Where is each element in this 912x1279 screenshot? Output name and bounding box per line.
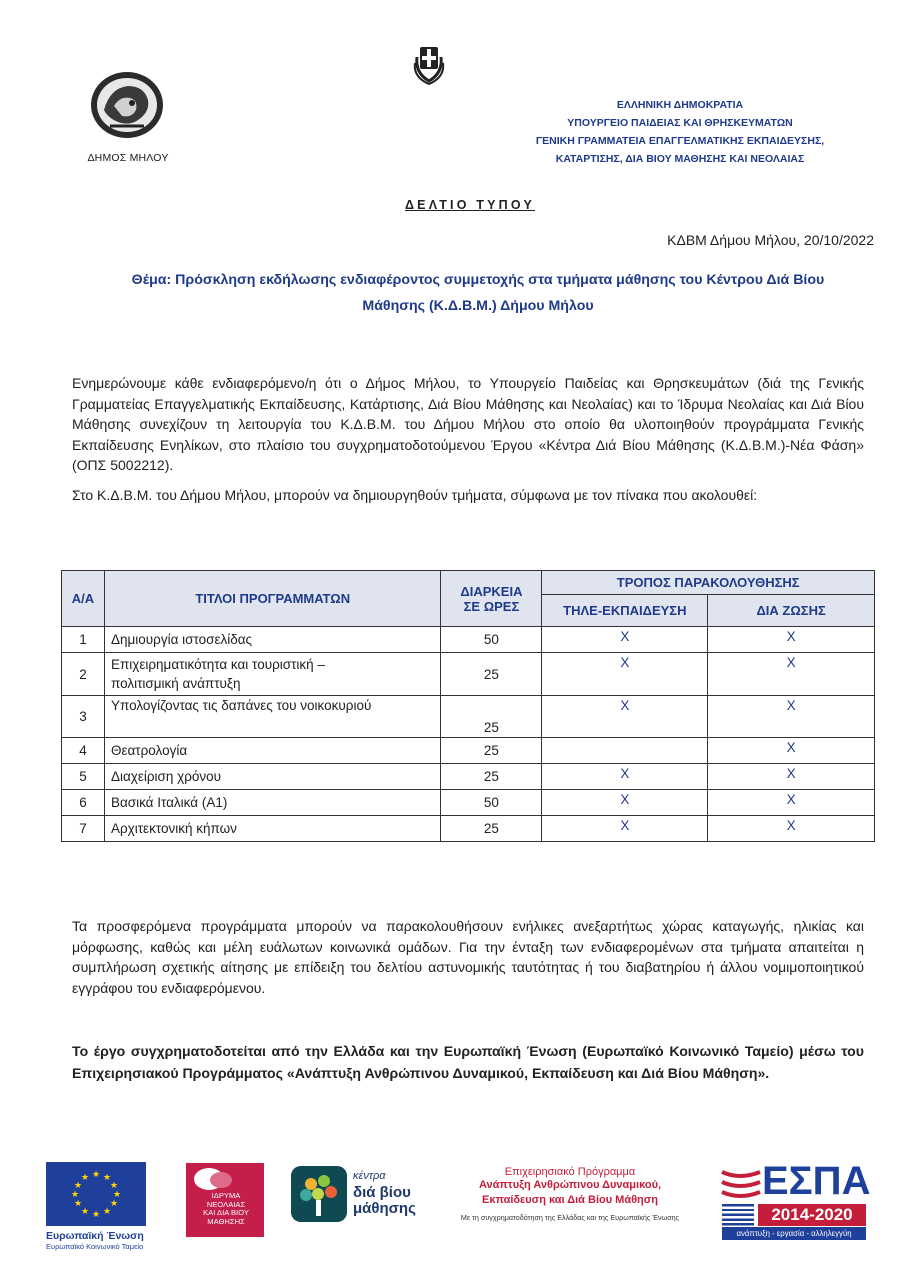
operational-programme-logo xyxy=(440,1166,700,1222)
row-hours: 50 xyxy=(441,790,542,816)
header-index: Α/Α xyxy=(62,571,105,627)
row-title xyxy=(104,653,441,696)
espa-stripes-icon xyxy=(720,1166,762,1206)
kdvm-line: κέντρα xyxy=(353,1170,386,1182)
speech-bubble-icon xyxy=(210,1172,232,1188)
row-hours: 25 xyxy=(441,696,542,738)
row-title-line: Διαχείριση χρόνου xyxy=(110,769,222,784)
inedivim-text xyxy=(190,1192,262,1226)
row-in-person-mark: X xyxy=(708,627,875,653)
document-title: ΔΕΛΤΙΟ ΤΥΠΟΥ xyxy=(404,198,536,212)
row-title xyxy=(104,790,441,816)
place-date: ΚΔΒΜ Δήμου Μήλου, 20/10/2022 xyxy=(667,232,874,248)
inedivim-line: ΜΑΘΗΣΗΣ xyxy=(207,1216,245,1226)
op-line: Εκπαίδευση και Διά Βίου Μάθηση xyxy=(481,1194,659,1206)
inedivim-logo xyxy=(186,1163,264,1237)
row-index: 4 xyxy=(62,738,105,764)
row-index: 6 xyxy=(62,790,105,816)
greek-state-emblem-icon xyxy=(409,43,449,85)
row-title-line: Βασικά Ιταλικά (Α1) xyxy=(110,795,228,810)
intro-paragraph: Ενημερώνουμε κάθε ενδιαφερόμενο/η ότι ο Δήμος Μήλου, το Υπουργείο Παιδείας και Θρησκευμάτων (διά της Γενικής Γραμματείας Επαγγελματικής Εκπαίδευσης, Κατάρτισης, Διά Βίου Μάθησης και Νεολαίας) και το Ίδρυμα Νεολαίας και Διά Βίου Μάθησης συνεχίζουν τη λειτουργία του Κ.Δ.Β.Μ. του Δήμου Μήλου στο οποίο θα υλοποιηθούν προγράμματα Γενικής Εκπαίδευσης Ενηλίκων, στο πλαίσιο του συγχρηματοδοτούμενου Έργου «Κέντρα Διά Βίου Μάθησης (Κ.Δ.Β.Μ.)-Νέα Φάση» (ΟΠΣ 5002212). xyxy=(72,375,864,473)
municipality-caption: ΔΗΜΟΣ ΜΗΛΟΥ xyxy=(87,152,169,164)
header-in-person: ΔΙΑ ΖΩΣΗΣ xyxy=(708,595,875,627)
row-in-person-mark: X xyxy=(708,696,875,738)
table-row xyxy=(62,738,875,764)
op-line: Επιχειρησιακό Πρόγραμμα xyxy=(504,1166,636,1178)
municipal-coin-seal-icon xyxy=(88,70,166,140)
op-line: Ανάπτυξη Ανθρώπινου Δυναμικού, xyxy=(478,1179,662,1191)
row-remote-mark: X xyxy=(542,696,708,738)
row-hours: 25 xyxy=(441,653,542,696)
ministry-line: ΕΛΛΗΝΙΚΗ ΔΗΜΟΚΡΑΤΙΑ xyxy=(616,99,744,111)
subject-heading xyxy=(66,267,890,319)
ministry-header xyxy=(470,96,890,168)
subject-line: Θέμα: Πρόσκληση εκδήλωσης ενδιαφέροντος συμμετοχής στα τμήματα μάθησης του Κέντρου Διά Βίου xyxy=(131,272,825,288)
row-title xyxy=(104,764,441,790)
programs-table xyxy=(61,570,875,842)
row-in-person-mark: X xyxy=(708,653,875,696)
row-index: 5 xyxy=(62,764,105,790)
row-remote-mark: X xyxy=(542,790,708,816)
header-mode-group: ΤΡΟΠΟΣ ΠΑΡΑΚΟΛΟΥΘΗΣΗΣ xyxy=(542,571,875,595)
eligibility-paragraph: Τα προσφερόμενα προγράμματα μπορούν να παρακολουθήσουν ενήλικες ανεξαρτήτως χώρας καταγωγής, ηλικίας και μόρφωσης, καθώς και μέλη ευάλωτων κοινωνικά ομάδων. Για την ένταξη των ενδιαφερομένων στα τμήματα απαιτείται η συμπλήρωση σχετικής αίτησης με επίδειξη του δελτίου αστυνομικής ταυτότητας ή του διαβατηρίου ή άλλου νομιμοποιητικού εγγράφου του ενδιαφερόμενου. xyxy=(72,918,864,996)
ministry-line: ΚΑΤΑΡΤΙΣΗΣ, ΔΙΑ ΒΙΟΥ ΜΑΘΗΣΗΣ ΚΑΙ ΝΕΟΛΑΙΑΣ xyxy=(555,153,805,165)
row-title xyxy=(104,627,441,653)
kdvm-line: διά βίου xyxy=(353,1184,411,1201)
table-row xyxy=(62,764,875,790)
table-row xyxy=(62,696,875,738)
header-duration xyxy=(441,571,542,627)
funding-paragraph: Το έργο συγχρηματοδοτείται από την Ελλάδα και την Ευρωπαϊκή Ένωση (Ευρωπαϊκό Κοινωνικό Ταμείο) μέσω του Επιχειρησιακού Προγράμματος «Ανάπτυξη Ανθρώπινου Δυναμικού, Εκπαίδευση και Διά Βίου Μάθηση». xyxy=(72,1043,864,1081)
row-title-line: Αρχιτεκτονική κήπων xyxy=(110,821,237,836)
row-index: 3 xyxy=(62,696,105,738)
table-row xyxy=(62,816,875,842)
row-title xyxy=(104,738,441,764)
inedivim-line: ΙΔΡΥΜΑ xyxy=(211,1191,241,1200)
kdvm-line: μάθησης xyxy=(353,1200,416,1217)
kdvm-logo xyxy=(291,1166,431,1226)
row-index: 7 xyxy=(62,816,105,842)
row-hours: 25 xyxy=(441,738,542,764)
row-index: 1 xyxy=(62,627,105,653)
esf-caption: Ευρωπαϊκό Κοινωνικό Ταμείο xyxy=(46,1242,144,1251)
espa-logo xyxy=(720,1159,871,1242)
espa-word: ΕΣΠΑ xyxy=(762,1159,871,1203)
row-title-line: πολιτισμική ανάπτυξη xyxy=(110,676,241,691)
row-remote-mark: X xyxy=(542,816,708,842)
row-index: 2 xyxy=(62,653,105,696)
espa-tagline: ανάπτυξη - εργασία - αλληλεγγύη xyxy=(722,1227,866,1240)
row-in-person-mark: X xyxy=(708,738,875,764)
row-hours: 25 xyxy=(441,816,542,842)
row-title-line: Υπολογίζοντας τις δαπάνες του νοικοκυριού xyxy=(110,698,372,713)
header-duration-line: ΔΙΑΡΚΕΙΑ xyxy=(460,583,523,599)
eu-logo xyxy=(46,1162,146,1251)
inedivim-line: ΚΑΙ ΔΙΑ ΒΙΟΥ xyxy=(203,1208,249,1218)
row-remote-mark: X xyxy=(542,627,708,653)
row-title-line: Θεατρολογία xyxy=(110,743,188,758)
row-hours: 50 xyxy=(441,627,542,653)
row-title xyxy=(104,816,441,842)
ministry-line: ΓΕΝΙΚΗ ΓΡΑΜΜΑΤΕΙΑ ΕΠΑΓΓΕΛΜΑΤΙΚΗΣ ΕΚΠΑΙΔΕΥΣΗΣ, xyxy=(535,135,825,147)
tree-icon xyxy=(291,1166,347,1222)
row-remote-mark xyxy=(542,738,708,764)
inedivim-line: ΝΕΟΛΑΙΑΣ xyxy=(206,1199,246,1209)
table-row xyxy=(62,627,875,653)
subject-line: Μάθησης (Κ.Δ.Β.Μ.) Δήμου Μήλου xyxy=(362,298,594,314)
greek-flag-icon xyxy=(722,1204,754,1226)
table-intro-paragraph: Στο Κ.Δ.Β.Μ. του Δήμου Μήλου, μπορούν να δημιουργηθούν τμήματα, σύμφωνα με τον πίνακα που ακολουθεί: xyxy=(72,487,758,503)
row-in-person-mark: X xyxy=(708,764,875,790)
row-hours: 25 xyxy=(441,764,542,790)
row-title xyxy=(104,696,441,738)
row-in-person-mark: X xyxy=(708,816,875,842)
header-remote: ΤΗΛΕ-ΕΚΠΑΙΔΕΥΣΗ xyxy=(542,595,708,627)
header-duration-line: ΣΕ ΩΡΕΣ xyxy=(463,598,520,614)
row-title-line: Δημιουργία ιστοσελίδας xyxy=(110,632,253,647)
table-row xyxy=(62,790,875,816)
row-in-person-mark: X xyxy=(708,790,875,816)
ministry-line: ΥΠΟΥΡΓΕΙΟ ΠΑΙΔΕΙΑΣ ΚΑΙ ΘΡΗΣΚΕΥΜΑΤΩΝ xyxy=(567,117,793,129)
row-remote-mark: X xyxy=(542,653,708,696)
espa-years: 2014-2020 xyxy=(758,1204,866,1226)
eu-caption: Ευρωπαϊκή Ένωση xyxy=(46,1230,144,1242)
eu-flag-icon: ★ ★ ★ ★ ★ ★ ★ ★ ★ ★ ★ ★ xyxy=(46,1162,146,1226)
op-cofunding-line: Με τη συγχρηματοδότηση της Ελλάδας και της Ευρωπαϊκής Ένωσης xyxy=(460,1213,680,1222)
row-remote-mark: X xyxy=(542,764,708,790)
header-title: ΤΙΤΛΟΙ ΠΡΟΓΡΑΜΜΑΤΩΝ xyxy=(104,571,441,627)
row-title-line: Επιχειρηματικότητα και τουριστική – xyxy=(110,657,325,672)
table-row xyxy=(62,653,875,696)
